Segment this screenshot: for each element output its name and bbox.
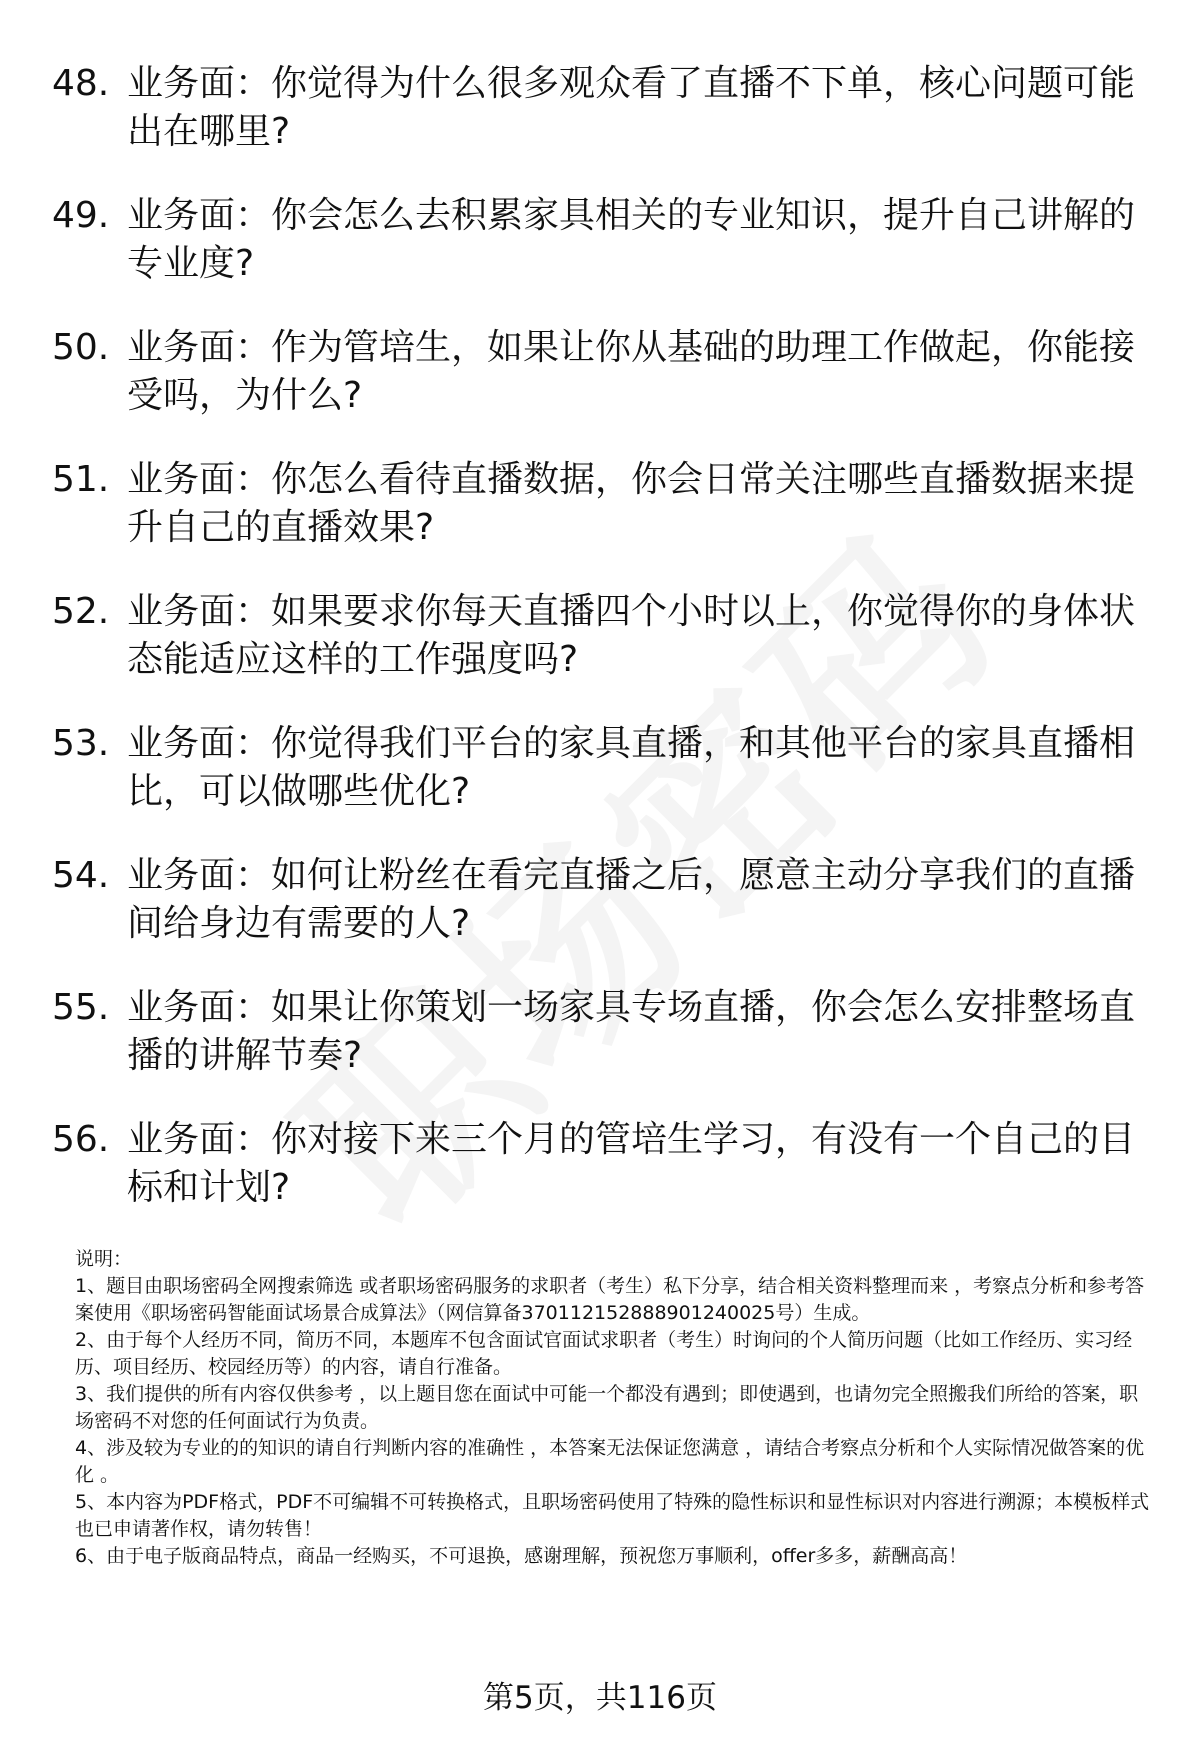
question-number: 49. [52, 195, 110, 236]
question-text: 业务面：你对接下来三个月的管培生学习，有没有一个自己的目标和计划? [127, 1119, 1136, 1208]
note-item: 5、本内容为PDF格式，PDF不可编辑不可转换格式，且职场密码使用了特殊的隐性标识和显性标识对内容进行溯源；本模板样式也已申请著作权，请勿转售！ [75, 1491, 1150, 1540]
question-text: 业务面：作为管培生，如果让你从基础的助理工作做起，你能接受吗，为什么? [127, 327, 1136, 416]
question-text: 业务面：你怎么看待直播数据，你会日常关注哪些直播数据来提升自己的直播效果? [127, 459, 1136, 548]
question-item [52, 192, 1152, 288]
note-item: 2、由于每个人经历不同，简历不同，本题库不包含面试官面试求职者（考生）时询问的个人简历问题（比如工作经历、实习经历、项目经历、校园经历等）的内容，请自行准备。 [75, 1329, 1133, 1378]
question-text: 业务面：如果要求你每天直播四个小时以上，你觉得你的身体状态能适应这样的工作强度吗? [127, 591, 1136, 680]
question-text: 业务面：你觉得我们平台的家具直播，和其他平台的家具直播相比，可以做哪些优化? [127, 723, 1136, 812]
note-item: 6、由于电子版商品特点，商品一经购买，不可退换，感谢理解，预祝您万事顺利，offer多多，薪酬高高！ [75, 1545, 968, 1567]
question-text: 业务面：你会怎么去积累家具相关的专业知识，提升自己讲解的专业度? [127, 195, 1136, 284]
question-number: 55. [52, 987, 110, 1028]
question-number: 51. [52, 459, 110, 500]
question-item [52, 588, 1152, 684]
notes-title: 说明： [75, 1248, 133, 1270]
question-number: 50. [52, 327, 110, 368]
note-item: 3、我们提供的所有内容仅供参考 ，以上题目您在面试中可能一个都没有遇到；即使遇到，也请勿完全照搬我们所给的答案，职场密码不对您的任何面试行为负责。 [75, 1383, 1139, 1432]
question-item [52, 456, 1152, 552]
question-text: 业务面：你觉得为什么很多观众看了直播不下单，核心问题可能出在哪里? [127, 63, 1136, 152]
question-text: 业务面：如何让粉丝在看完直播之后，愿意主动分享我们的直播间给身边有需要的人? [127, 855, 1136, 944]
question-number: 56. [52, 1119, 110, 1160]
notes-section [75, 1246, 1155, 1570]
note-item: 1、题目由职场密码全网搜索筛选 或者职场密码服务的求职者（考生）私下分享，结合相关资料整理而来 ，考察点分析和参考答案使用《职场密码智能面试场景合成算法》（网信算备370112152888901240025号）生成。 [75, 1275, 1145, 1324]
question-number: 48. [52, 63, 110, 104]
question-item [52, 324, 1152, 420]
question-number: 54. [52, 855, 110, 896]
page-footer: 第5页，共116页 [483, 1680, 717, 1716]
question-list [52, 60, 1152, 1248]
question-item [52, 720, 1152, 816]
question-item [52, 1116, 1152, 1212]
question-item [52, 852, 1152, 948]
question-item [52, 984, 1152, 1080]
note-item: 4、涉及较为专业的的知识的请自行判断内容的准确性 ，本答案无法保证您满意 ，请结合考察点分析和个人实际情况做答案的优化 。 [75, 1437, 1145, 1486]
question-item [52, 60, 1152, 156]
question-text: 业务面：如果让你策划一场家具专场直播，你会怎么安排整场直播的讲解节奏? [127, 987, 1136, 1076]
question-number: 52. [52, 591, 110, 632]
question-number: 53. [52, 723, 110, 764]
